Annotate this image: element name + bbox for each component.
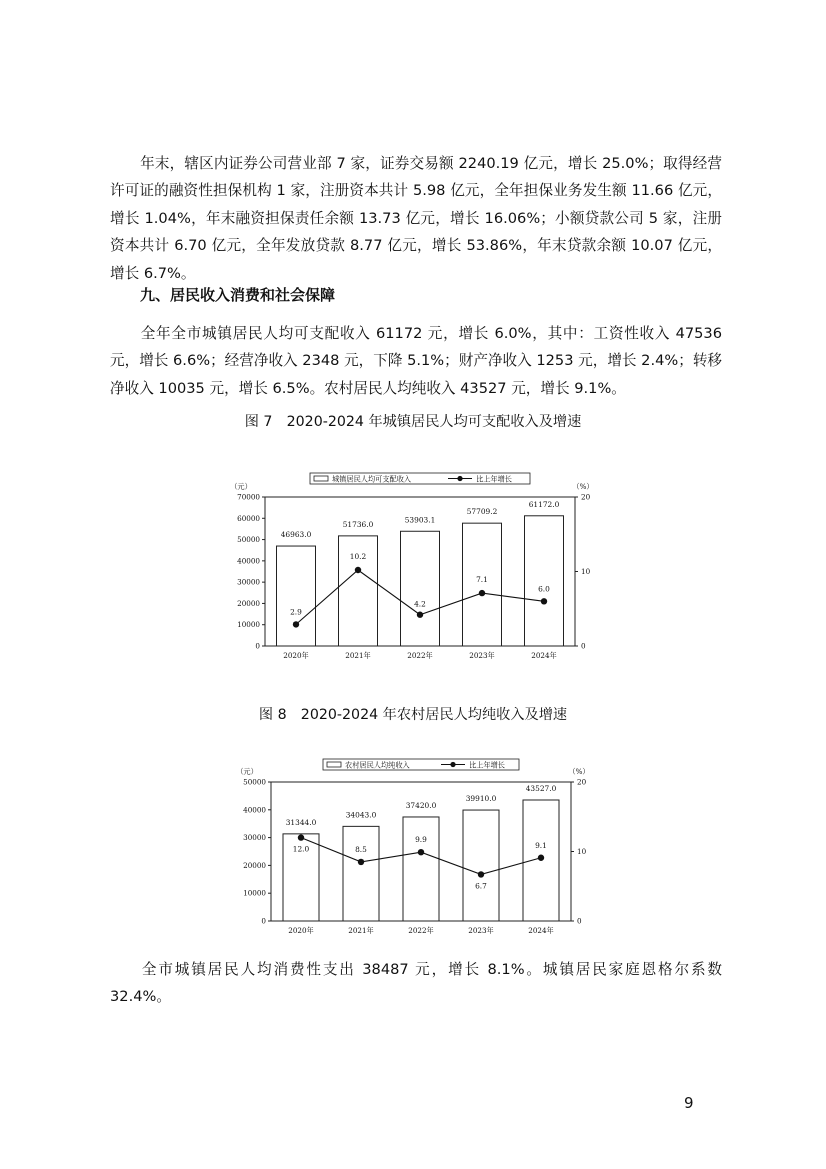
growth-point [355, 567, 361, 573]
income-bar [403, 817, 439, 921]
growth-point [358, 859, 364, 865]
left-axis-tick-label: 30000 [243, 833, 266, 843]
left-axis-unit: （元） [236, 767, 258, 776]
growth-point [479, 590, 485, 596]
rural-income-chart [230, 755, 610, 941]
growth-point-label: 10.2 [349, 552, 367, 562]
income-bar [277, 546, 316, 646]
growth-point-label: 12.0 [292, 844, 310, 854]
category-label: 2021年 [348, 926, 374, 935]
left-axis-tick-label: 20000 [237, 598, 260, 608]
left-axis-tick-label: 10000 [243, 888, 266, 898]
legend-bar-swatch [327, 762, 341, 767]
growth-point [541, 598, 547, 604]
left-axis-tick-label: 50000 [243, 777, 266, 787]
category-label: 2024年 [528, 926, 554, 935]
category-label: 2022年 [408, 926, 434, 935]
category-label: 2020年 [288, 926, 314, 935]
growth-point-label: 9.9 [415, 835, 427, 845]
figure-8-chart [230, 755, 610, 941]
left-axis-tick-label: 50000 [237, 535, 260, 545]
category-label: 2021年 [345, 651, 371, 660]
growth-point [298, 834, 304, 840]
legend-line-marker [457, 476, 462, 481]
income-bar-label: 57709.2 [466, 507, 498, 517]
paragraph-income-text: 全年全市城镇居民人均可支配收入 61172 元，增长 6.0%，其中：工资性收入 47536 元，增长 6.6%；经营净收入 2348 元，下降 5.1%；财产净收入 1253 元，增长 2.4%；转移净收入 10035 元，增长 6.5%。农村居民人均纯收入 43527 元，增长 9.1%。 [110, 325, 723, 397]
income-bar-label: 43527.0 [525, 783, 557, 793]
income-bar [343, 826, 379, 921]
income-bar-label: 39910.0 [465, 794, 497, 804]
left-axis-tick-label: 40000 [243, 805, 266, 815]
right-axis-tick-label: 0 [577, 916, 582, 926]
growth-point-label: 4.2 [414, 599, 426, 609]
category-label: 2023年 [468, 926, 494, 935]
legend-line-label: 比上年增长 [469, 760, 505, 770]
paragraph-income [110, 320, 722, 402]
legend-bar-label: 农村居民人均纯收入 [345, 760, 410, 770]
growth-point-label: 2.9 [290, 607, 302, 617]
figure-8-caption: 图 8 2020-2024 年农村居民人均纯收入及增速 [258, 707, 568, 723]
income-bar [463, 810, 499, 921]
paragraph-consumption [110, 956, 722, 1011]
growth-point-label: 6.0 [538, 584, 550, 594]
income-bar [463, 523, 502, 646]
left-axis-tick-label: 60000 [237, 513, 260, 523]
right-axis-tick-label: 20 [581, 492, 591, 502]
right-axis-unit: （%） [568, 767, 590, 776]
section-heading: 九、居民收入消费和社会保障 [140, 286, 336, 304]
category-label: 2023年 [469, 651, 495, 660]
income-bar-label: 37420.0 [405, 800, 437, 810]
paragraph-securities-text: 年末，辖区内证券公司营业部 7 家，证券交易额 2240.19 亿元，增长 25.0%；取得经营许可证的融资性担保机构 1 家，注册资本共计 5.98 亿元，全年担保业务发生额 11.66 亿元，增长 1.04%，年末融资担保责任余额 13.73 亿元，增长 16.06%；小额贷款公司 5 家，注册资本共计 6.70 亿元，全年发放贷款 8.77 亿元，增长 53.86%，年末贷款余额 10.07 亿元，增长 6.7%。 [110, 155, 722, 282]
growth-point-label: 7.1 [476, 575, 488, 585]
income-bar-label: 34043.0 [345, 810, 377, 820]
income-bar-label: 51736.0 [342, 519, 374, 529]
right-axis-tick-label: 0 [581, 641, 586, 651]
growth-point-label: 6.7 [475, 881, 487, 891]
income-bar-label: 53903.1 [404, 515, 436, 525]
legend-bar-swatch [314, 476, 328, 481]
legend-bar-label: 城镇居民人均可支配收入 [332, 474, 412, 484]
left-axis-tick-label: 70000 [237, 492, 260, 502]
growth-point [293, 621, 299, 627]
income-bar-label: 31344.0 [285, 817, 317, 827]
legend-line-marker [450, 762, 455, 767]
right-axis-tick-label: 20 [577, 777, 587, 787]
figure-7-chart [220, 466, 620, 666]
urban-income-chart [220, 466, 620, 666]
paragraph-securities [110, 150, 722, 287]
legend-line-label: 比上年增长 [476, 474, 512, 484]
left-axis-tick-label: 10000 [237, 620, 260, 630]
left-axis-tick-label: 20000 [243, 860, 266, 870]
growth-point [418, 849, 424, 855]
income-bar [525, 516, 564, 646]
page-number: 9 [684, 1094, 694, 1112]
left-axis-tick-label: 0 [261, 916, 266, 926]
left-axis-tick-label: 0 [255, 641, 260, 651]
right-axis-unit: （%） [572, 482, 594, 491]
growth-point [417, 612, 423, 618]
income-bar [401, 531, 440, 646]
left-axis-tick-label: 30000 [237, 577, 260, 587]
left-axis-unit: （元） [230, 482, 252, 491]
growth-point-label: 9.1 [535, 840, 547, 850]
growth-point-label: 8.5 [355, 844, 367, 854]
category-label: 2020年 [283, 651, 309, 660]
right-axis-tick-label: 10 [581, 567, 591, 576]
right-axis-tick-label: 10 [577, 847, 587, 856]
figure-7-caption: 图 7 2020-2024 年城镇居民人均可支配收入及增速 [244, 414, 582, 430]
category-label: 2024年 [531, 651, 557, 660]
paragraph-consumption-text: 全市城镇居民人均消费性支出 38487 元，增长 8.1%。城镇居民家庭恩格尔系数 32.4%。 [110, 961, 722, 1006]
income-bar-label: 61172.0 [528, 499, 560, 509]
growth-point [538, 855, 544, 861]
category-label: 2022年 [407, 651, 433, 660]
left-axis-tick-label: 40000 [237, 556, 260, 566]
income-bar-label: 46963.0 [280, 530, 312, 540]
growth-point [478, 871, 484, 877]
